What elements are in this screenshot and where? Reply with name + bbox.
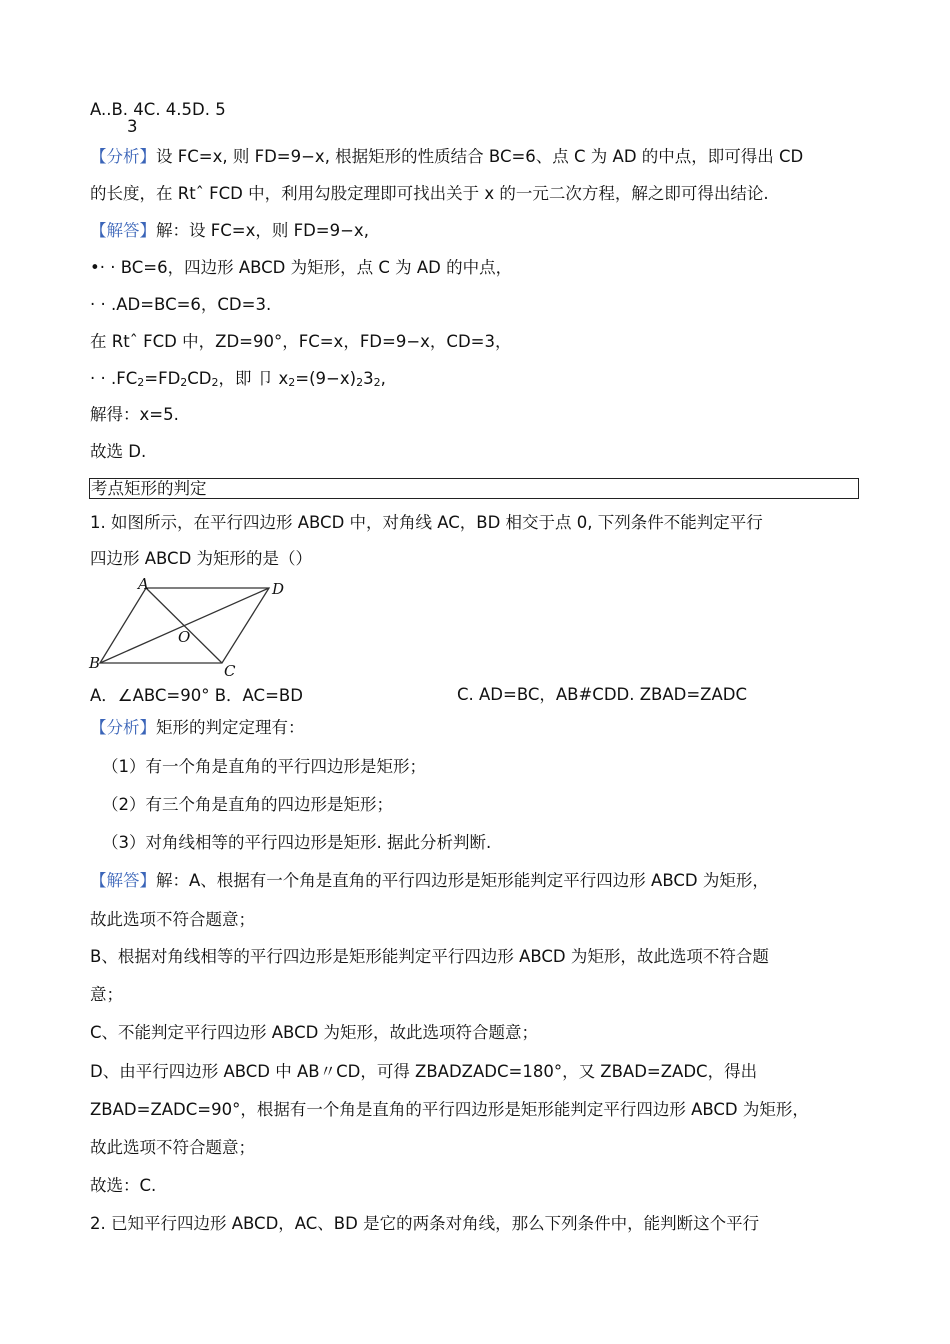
q1-stem-line-1: 1. 如图所示，在平行四边形 ABCD 中，对角线 AC，BD 相交于点 0, 下列条件不能判定平行 (90, 513, 763, 532)
q1-answer-line-3: B、根据对角线相等的平行四边形是矩形能判定平行四边形 ABCD 为矩形，故此选项不符合题 (90, 947, 769, 966)
answer-tag: 【解答】 (90, 871, 156, 890)
eq-sub: 2 (356, 376, 364, 389)
q1-stem-line-2: 四边形 ABCD 为矩形的是（） (90, 549, 313, 568)
prev-line-2: •· · BC=6，四边形 ABCD 为矩形，点 C 为 AD 的中点， (90, 258, 513, 277)
answer-text: 解：A、根据有一个角是直角的平行四边形是矩形能判定平行四边形 ABCD 为矩形， (156, 871, 769, 890)
eq-part: ，即 卩 x (218, 369, 289, 388)
diagonal-bd (100, 588, 269, 663)
analysis-tag: 【分析】 (90, 147, 156, 166)
q1-options-left: A．∠ABC=90° B．AC=BD (90, 686, 303, 705)
prev-analysis-line-1 (90, 146, 803, 168)
q1-rule-3: （3）对角线相等的平行四边形是矩形. 据此分析判断. (102, 833, 492, 852)
q1-options-right: C. AD=BC，AB#CDD. ZBAD=ZADC (457, 685, 747, 704)
eq-sub: 2 (288, 376, 296, 389)
prev-options-line: A..B. 4C. 4.5D. 5 (90, 100, 226, 119)
prev-line-4: 在 Rtˆ FCD 中，ZD=90°，FC=x，FD=9−x，CD=3， (90, 332, 512, 351)
prev-line-3: · · .AD=BC=6，CD=3. (90, 295, 272, 314)
q1-answer-line-5: C、不能判定平行四边形 ABCD 为矩形，故此选项符合题意； (90, 1023, 539, 1042)
prev-analysis-line-2: 的长度，在 Rtˆ FCD 中，利用勾股定理即可找出关于 x 的一元二次方程，解之即可得出结论. (90, 184, 769, 203)
eq-part: CD (187, 369, 212, 388)
answer-tag: 【解答】 (90, 221, 156, 240)
eq-part: 3 (363, 369, 374, 388)
eq-sub: 2 (211, 376, 219, 389)
analysis-text: 设 FC=x, 则 FD=9−x, 根据矩形的性质结合 BC=6、点 C 为 AD 的中点，即可得出 CD (156, 147, 804, 166)
vertex-label-c: C (224, 662, 236, 680)
eq-part: · · .FC (90, 369, 138, 388)
eq-part: , (380, 369, 386, 388)
prev-line-7: 故选 D. (90, 442, 147, 461)
analysis-tag: 【分析】 (90, 718, 156, 737)
q1-answer-line-2: 故此选项不符合题意； (90, 910, 255, 929)
parallelogram-figure (88, 576, 298, 680)
prev-line-6: 解得：x=5. (90, 405, 179, 424)
q1-answer-line-6: D、由平行四边形 ABCD 中 AB〃CD，可得 ZBADZADC=180°，又 ZBAD=ZADC，得出 (90, 1062, 758, 1081)
vertex-label-b: B (89, 654, 101, 672)
q1-answer-line-1 (90, 870, 769, 892)
eq-sub: 2 (373, 376, 381, 389)
eq-part: =(9−x) (295, 369, 357, 388)
q2-stem-line-1: 2. 已知平行四边形 ABCD，AC、BD 是它的两条对角线，那么下列条件中，能判断这个平行 (90, 1214, 760, 1233)
q1-answer-line-9: 故选：C. (90, 1176, 157, 1195)
prev-options-sub: 3 (127, 117, 138, 136)
q1-answer-line-4: 意； (90, 985, 123, 1004)
q1-rule-2: （2）有三个角是直角的四边形是矩形； (102, 795, 393, 814)
q1-answer-line-7: ZBAD=ZADC=90°，根据有一个角是直角的平行四边形是矩形能判定平行四边形 ABCD 为矩形， (90, 1100, 809, 1119)
vertex-label-a: A (138, 576, 149, 593)
eq-sub: 2 (137, 376, 145, 389)
analysis-text: 矩形的判定定理有： (156, 718, 305, 737)
q1-answer-line-8: 故此选项不符合题意； (90, 1138, 255, 1157)
q1-analysis-line (90, 717, 305, 739)
section-title: 考点矩形的判定 (89, 478, 859, 499)
prev-line-5 (90, 368, 386, 394)
eq-sub: 2 (180, 376, 188, 389)
prev-answer-line-1 (90, 220, 369, 242)
eq-part: =FD (144, 369, 181, 388)
answer-text: 解：设 FC=x，则 FD=9−x, (156, 221, 369, 240)
vertex-label-d: D (272, 580, 285, 598)
center-label-o: O (178, 628, 191, 646)
q1-rule-1: （1）有一个角是直角的平行四边形是矩形； (102, 757, 426, 776)
